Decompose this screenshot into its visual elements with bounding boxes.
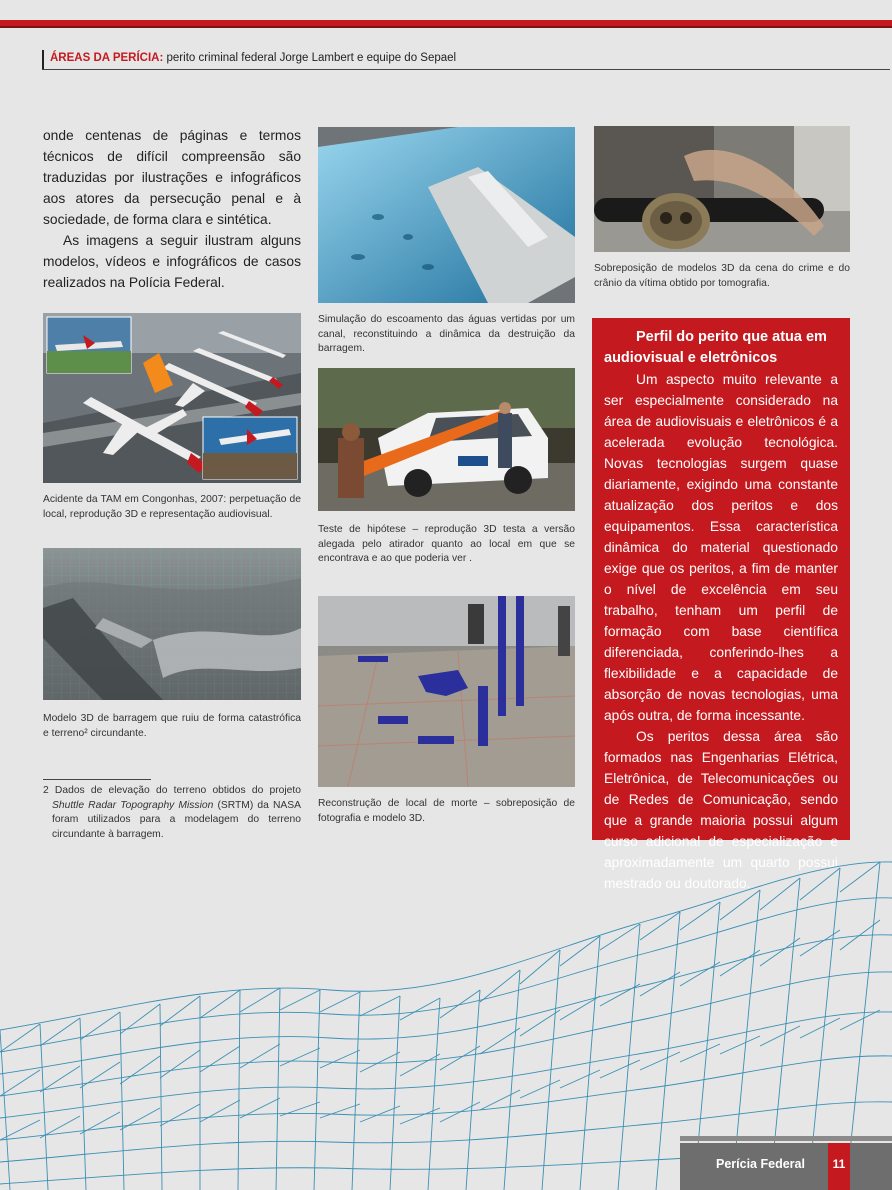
expert-profile-box (592, 318, 850, 891)
running-head-section: ÁREAS DA PERÍCIA: (50, 52, 164, 64)
footnote-text: 2 Dados de elevação do terreno obtidos do projeto (43, 785, 301, 796)
footnote-project-name: Shuttle Radar Topography Mission (52, 799, 214, 811)
tam-accident-caption: Acidente da TAM em Congonhas, 2007: perpetuação de local, reprodução 3D e representação audiovisual. (43, 494, 301, 520)
water-flow-image (318, 127, 575, 303)
body-text (43, 125, 301, 293)
body-paragraph: onde centenas de páginas e termos técnicos de difícil compreensão são traduzidas por ilustrações e infográficos aos atores da persecução penal e à sociedade, de forma clara e sintética. (43, 128, 301, 227)
footer-band-end (850, 1143, 892, 1190)
running-head (50, 52, 456, 64)
expert-profile-title: Perfil do perito que atua em audiovisual e eletrônicos (604, 329, 827, 366)
shooting-hypothesis-caption: Teste de hipótese – reprodução 3D testa a versão alegada pelo atirador quanto ao local em que se encontrava e ao que poderia ver . (318, 524, 575, 564)
death-scene-image (318, 596, 575, 787)
running-head-subtitle: perito criminal federal Jorge Lambert e equipe do Sepael (166, 52, 457, 64)
expert-profile-paragraph: Um aspecto muito relevante a ser especialmente considerado na área de audiovisuais e eletrônicos é a acelerada evolução tecnológica. Novas tecnologias surgem quase diariamente, exigindo uma constante atualização dos peritos e dos equipamentos. Essa característica dinâmica do material questionado exige que os peritos, a fim de manter o nível de excelência em seu trabalho, tenham um perfil de formação com base científica diferenciada, conferindo-lhes a flexibilidade e a capacidade de absorção de novas tecnologias, uma após outra, de forma incessante. (604, 372, 838, 723)
skull-overlay-image (594, 126, 850, 252)
footnote (43, 784, 301, 842)
dam-terrain-image (43, 548, 301, 700)
body-paragraph: As imagens a seguir ilustram alguns modelos, vídeos e infográficos de casos realizados na Polícia Federal. (43, 233, 301, 290)
top-dark-rule (0, 26, 892, 28)
death-scene-caption: Reconstrução de local de morte – sobreposição de fotografia e modelo 3D. (318, 798, 575, 824)
skull-overlay-caption: Sobreposição de modelos 3D da cena do crime e do crânio da vítima obtido por tomografia. (594, 263, 850, 289)
dam-terrain-caption: Modelo 3D de barragem que ruiu de forma catastrófica e terreno² circundante. (43, 713, 301, 739)
header-underline (42, 69, 890, 70)
water-flow-caption: Simulação do escoamento das águas vertidas por um canal, reconstituindo a dinâmica da destruição da barragem. (318, 314, 575, 354)
header-left-rule (42, 50, 44, 70)
expert-profile-paragraph: Os peritos dessa área são formados nas Engenharias Elétrica, Eletrônica, de Telecomunicações ou de Redes de Comunicação, sendo que a grande maioria possui algum curso adicional de especialização e aproximadamente um quarto possui mestrado ou doutorado. (604, 729, 838, 891)
footer-gray-strip (680, 1136, 892, 1141)
footnote-rule (43, 779, 151, 780)
publication-title: Perícia Federal (716, 1157, 805, 1171)
shooting-hypothesis-image (318, 368, 575, 511)
footnote-text: (SRTM) da NASA foram utilizados para a modelagem do terreno circundante à barragem. (52, 799, 301, 840)
tam-accident-image (43, 313, 301, 483)
page-number: 11 (828, 1143, 850, 1190)
